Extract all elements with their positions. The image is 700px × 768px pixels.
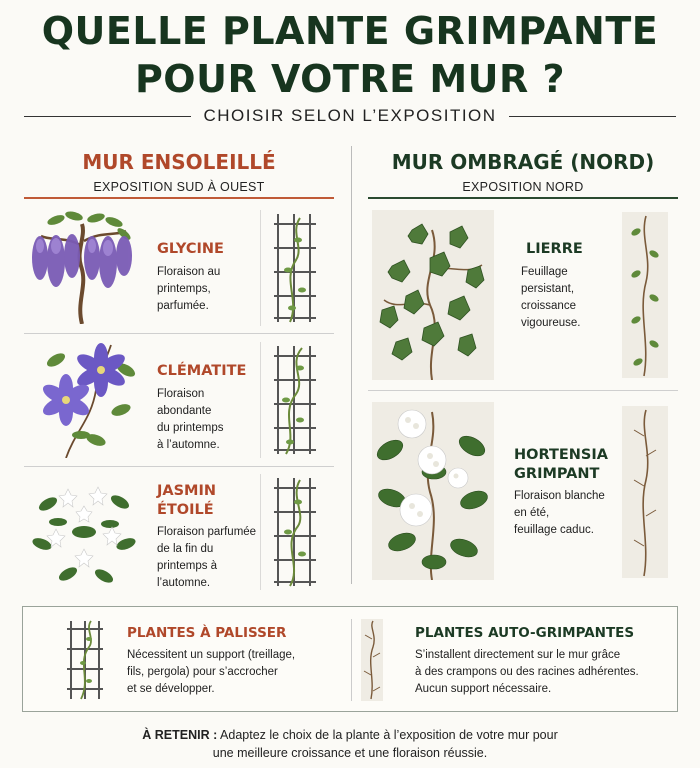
- desc-line: printemps,: [157, 283, 211, 295]
- desc-line: parfumée.: [157, 300, 209, 312]
- name-line: JASMIN: [157, 483, 217, 499]
- takeaway-label: À RETENIR :: [142, 728, 218, 742]
- desc-line: Floraison: [157, 388, 205, 400]
- clematite-desc: [157, 386, 223, 454]
- desc-line: S’installent directement sur le mur grâce: [415, 649, 621, 661]
- wisteria-illustration: [26, 206, 138, 324]
- self-climbing-wall-illustration: [622, 212, 668, 378]
- jasmin-desc: [157, 524, 256, 592]
- subtitle-rule-left: [24, 116, 191, 117]
- sunny-header-rule: [24, 197, 334, 199]
- star-jasmine-illustration: [28, 474, 140, 590]
- page-title-line1: QUELLE PLANTE GRIMPANTE: [41, 9, 659, 53]
- name-line: GRIMPANT: [514, 466, 600, 482]
- lierre-desc: [521, 264, 580, 332]
- self-climbing-wall-illustration: [622, 406, 668, 578]
- column-divider: [351, 146, 352, 584]
- trellis-illustration: [260, 342, 324, 458]
- desc-line: et se développer.: [127, 683, 215, 695]
- ivy-illustration: [372, 210, 494, 380]
- glycine-desc: [157, 264, 220, 315]
- row-divider: [24, 333, 334, 334]
- sunny-heading: MUR ENSOLEILLÉ: [82, 150, 276, 174]
- jasmin-name: [157, 482, 216, 520]
- shady-heading: MUR OMBRAGÉ (NORD): [391, 150, 655, 174]
- desc-line: Floraison blanche: [514, 490, 605, 502]
- desc-line: persistant,: [521, 283, 575, 295]
- desc-line: abondante: [157, 405, 212, 417]
- shady-column-header: [368, 150, 678, 194]
- name-line: ÉTOILÉ: [157, 502, 214, 518]
- desc-line: à des crampons ou des racines adhérentes.: [415, 666, 639, 678]
- trellis-illustration: [260, 210, 324, 326]
- subtitle-row: [24, 104, 676, 128]
- takeaway-line1: [0, 726, 700, 744]
- clematite-name: CLÉMATITE: [157, 363, 247, 379]
- desc-line: croissance: [521, 300, 576, 312]
- lierre-name: LIERRE: [526, 241, 583, 257]
- desc-line: Floraison au: [157, 266, 221, 278]
- climbing-hydrangea-illustration: [372, 402, 494, 580]
- desc-line: à l’automne.: [157, 439, 220, 451]
- desc-line: Feuillage: [521, 266, 568, 278]
- desc-line: Nécessitent un support (treillage,: [127, 649, 296, 661]
- self-climbing-title: PLANTES AUTO-GRIMPANTES: [415, 625, 635, 641]
- desc-line: fils, pergola) pour s’accrocher: [127, 666, 278, 678]
- subtitle-rule-right: [509, 116, 676, 117]
- desc-line: de la fin du: [157, 543, 214, 555]
- self-climbing-desc: [415, 647, 639, 698]
- desc-line: l’automne.: [157, 577, 211, 589]
- desc-line: du printemps: [157, 422, 224, 434]
- shady-header-rule: [368, 197, 678, 199]
- desc-line: Floraison parfumée: [157, 526, 257, 538]
- clematis-illustration: [36, 340, 136, 458]
- desc-line: printemps à: [157, 560, 218, 572]
- row-divider: [368, 390, 678, 391]
- glycine-name: GLYCINE: [157, 241, 224, 257]
- row-divider: [24, 466, 334, 467]
- sunny-column-header: [24, 150, 334, 194]
- name-line: HORTENSIA: [514, 447, 608, 463]
- self-climbing-icon: [361, 619, 383, 701]
- desc-line: en été,: [514, 507, 550, 519]
- hortensia-desc: [514, 488, 605, 539]
- support-divider: [351, 619, 352, 701]
- shady-exposure: EXPOSITION NORD: [462, 180, 584, 194]
- trellis-plants-desc: [127, 647, 295, 698]
- desc-line: vigoureuse.: [521, 317, 581, 329]
- trellis-plants-title: PLANTES À PALISSER: [127, 625, 287, 641]
- takeaway-note: [0, 726, 700, 762]
- takeaway-text1: Adaptez le choix de la plante à l’exposition de votre mur pour: [217, 728, 558, 742]
- desc-line: feuillage caduc.: [514, 524, 594, 536]
- sunny-exposure: EXPOSITION SUD À OUEST: [93, 180, 265, 194]
- page-title-line2: POUR VOTRE MUR ?: [134, 57, 566, 101]
- takeaway-line2: une meilleure croissance et une floraison réussie.: [212, 746, 488, 760]
- trellis-icon: [63, 619, 107, 701]
- page-subtitle: CHOISIR SELON L’EXPOSITION: [203, 106, 497, 125]
- support-types-box: [22, 606, 678, 712]
- trellis-illustration: [260, 474, 324, 590]
- hortensia-name: [514, 446, 608, 484]
- desc-line: Aucun support nécessaire.: [415, 683, 552, 695]
